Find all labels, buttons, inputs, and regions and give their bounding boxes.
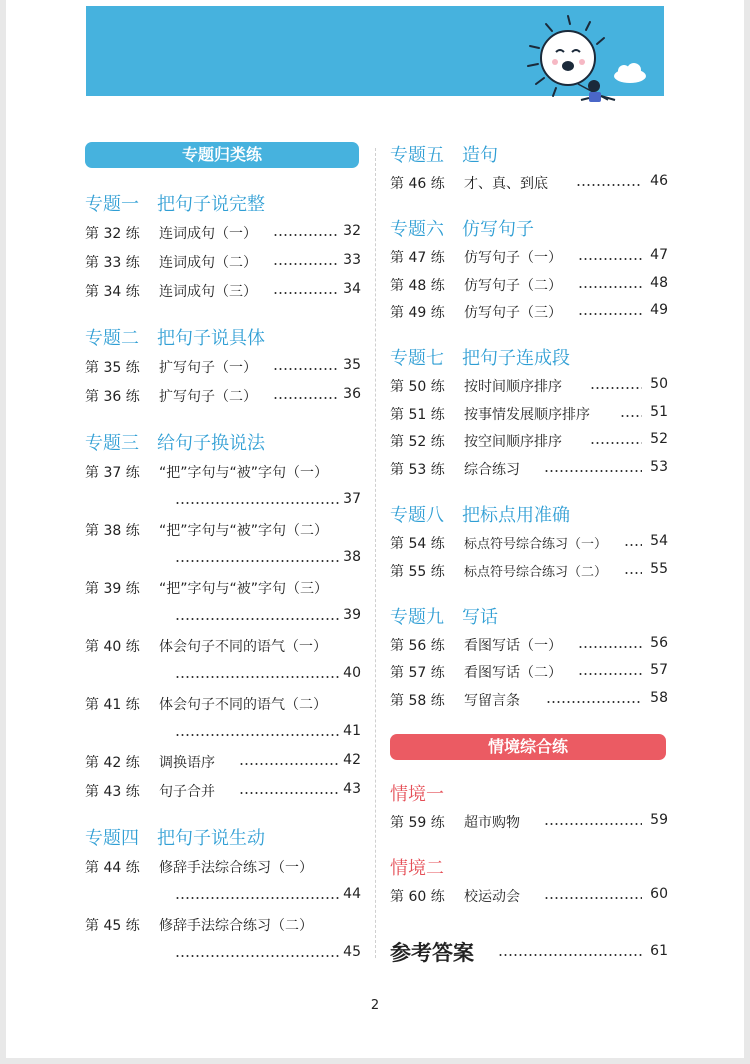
toc-row[interactable] [85,357,361,379]
section-heading [85,429,265,455]
section-subtitle: 把标点用准确 [462,505,570,526]
exercise-number: 第 59 练 [390,815,445,831]
toc-row[interactable] [390,376,668,398]
leader-dots [576,184,642,186]
answers-title: 参考答案 [390,941,474,965]
answers-entry[interactable] [390,937,668,967]
section-heading [85,324,265,350]
right-column [390,0,668,1064]
page-ref: 45 [343,944,361,960]
toc-row[interactable] [390,886,668,908]
exercise-number: 第 43 练 [85,784,140,800]
section-subtitle: 写话 [462,607,498,628]
page-ref: 33 [343,252,361,268]
section-pill-situation-practice: 情境综合练 [390,734,666,760]
exercise-number: 第 41 练 [85,697,140,713]
exercise-number: 第 42 练 [85,755,140,771]
leader-dots [590,387,642,389]
toc-row[interactable] [85,752,361,774]
section-subtitle: 造句 [462,145,498,166]
page-ref: 56 [650,635,668,651]
toc-row[interactable] [390,247,668,269]
toc-row[interactable] [390,302,668,324]
section-heading [390,344,570,370]
situation-heading: 情境一 [390,784,444,805]
page-ref: 47 [650,247,668,263]
exercise-title: 连词成句（二） [159,255,257,271]
toc-row[interactable] [85,462,361,484]
section-title: 专题三 [85,433,139,454]
exercise-number: 第 38 练 [85,523,140,539]
page-ref: 51 [650,404,668,420]
exercise-title: 仿写句子（二） [464,278,562,294]
leader-dots [624,544,642,546]
section-title: 专题四 [85,828,139,849]
toc-row[interactable] [85,386,361,408]
leader-dots [590,442,642,444]
leader-dots [578,258,642,260]
exercise-number: 第 52 练 [390,434,445,450]
page-ref: 46 [650,173,668,189]
leader-dots [624,572,642,574]
exercise-title: 句子合并 [159,784,215,800]
page-ref: 60 [650,886,668,902]
toc-row[interactable] [390,431,668,453]
page-ref: 40 [343,665,361,681]
leader-dots [273,292,339,294]
leader-dots [578,286,642,288]
page-ref: 53 [650,459,668,475]
leader-dots [273,368,339,370]
toc-row[interactable] [390,561,668,583]
section-heading [390,215,534,241]
exercise-number: 第 48 练 [390,278,445,294]
exercise-title: 修辞手法综合练习（一） [159,860,313,876]
exercise-title: “把”字句与“被”字句（一） [159,465,329,481]
exercise-number: 第 58 练 [390,693,445,709]
exercise-title: 才、真、到底 [464,176,548,192]
leader-dots [239,792,339,794]
exercise-title: 标点符号综合练习（二） [464,565,608,580]
exercise-number: 第 35 练 [85,360,140,376]
toc-row-continuation[interactable] [85,723,361,745]
page-ref: 48 [650,275,668,291]
page-ref: 36 [343,386,361,402]
exercise-title: 调换语序 [159,755,215,771]
page-ref: 43 [343,781,361,797]
toc-row[interactable] [390,662,668,684]
leader-dots [544,823,642,825]
toc-row[interactable] [390,690,668,712]
section-heading [390,501,570,527]
section-pill-topic-practice: 专题归类练 [85,142,359,168]
exercise-number: 第 32 练 [85,226,140,242]
toc-row-continuation[interactable] [85,886,361,908]
exercise-number: 第 45 练 [85,918,140,934]
section-heading [390,141,498,167]
page-ref: 50 [650,376,668,392]
section-heading [85,824,265,850]
exercise-number: 第 47 练 [390,250,445,266]
toc-row[interactable] [85,252,361,274]
section-title: 专题一 [85,194,139,215]
exercise-title: “把”字句与“被”字句（二） [159,523,329,539]
page-ref: 44 [343,886,361,902]
toc-row-continuation[interactable] [85,491,361,513]
exercise-title: 修辞手法综合练习（二） [159,918,313,934]
exercise-title: 综合练习 [464,462,520,478]
toc-row[interactable] [85,578,361,600]
leader-dots [546,701,642,703]
exercise-number: 第 44 练 [85,860,140,876]
exercise-title: 连词成句（一） [159,226,257,242]
left-column [85,0,361,1064]
exercise-number: 第 55 练 [390,564,445,580]
toc-row-continuation[interactable] [85,607,361,629]
exercise-number: 第 36 练 [85,389,140,405]
section-title: 专题七 [390,348,444,369]
leader-dots [239,763,339,765]
page-ref: 49 [650,302,668,318]
exercise-number: 第 37 练 [85,465,140,481]
exercise-number: 第 57 练 [390,665,445,681]
exercise-title: 校运动会 [464,889,520,905]
leader-dots [273,397,339,399]
leader-dots [578,646,642,648]
section-subtitle: 给句子换说法 [157,433,265,454]
exercise-number: 第 49 练 [390,305,445,321]
toc-row[interactable] [85,781,361,803]
leader-dots [175,955,339,957]
exercise-title: 看图写话（二） [464,665,562,681]
leader-dots [544,897,642,899]
section-subtitle: 把句子说生动 [157,828,265,849]
situation-heading: 情境二 [390,858,444,879]
page-ref: 41 [343,723,361,739]
exercise-number: 第 60 练 [390,889,445,905]
toc-row-continuation[interactable] [85,549,361,571]
page-ref: 34 [343,281,361,297]
page-ref: 58 [650,690,668,706]
exercise-title: 仿写句子（一） [464,250,562,266]
page-ref: 42 [343,752,361,768]
exercise-title: 看图写话（一） [464,638,562,654]
page-ref: 52 [650,431,668,447]
exercise-title: 超市购物 [464,815,520,831]
leader-dots [175,502,339,504]
section-subtitle: 把句子连成段 [462,348,570,369]
exercise-title: 按空间顺序排序 [464,434,562,450]
exercise-title: 标点符号综合练习（一） [464,537,608,552]
leader-dots [498,954,644,956]
section-subtitle: 把句子说完整 [157,194,265,215]
exercise-title: 体会句子不同的语气（二） [159,697,327,713]
section-title: 专题九 [390,607,444,628]
exercise-title: 按事情发展顺序排序 [464,407,590,423]
page-ref: 35 [343,357,361,373]
section-heading [85,190,265,216]
section-subtitle: 把句子说具体 [157,328,265,349]
exercise-number: 第 34 练 [85,284,140,300]
page-ref: 32 [343,223,361,239]
toc-row-continuation[interactable] [85,665,361,687]
exercise-title: “把”字句与“被”字句（三） [159,581,329,597]
toc-row[interactable] [85,281,361,303]
exercise-number: 第 50 练 [390,379,445,395]
exercise-number: 第 53 练 [390,462,445,478]
exercise-title: 扩写句子（二） [159,389,257,405]
page-ref: 38 [343,549,361,565]
exercise-number: 第 46 练 [390,176,445,192]
leader-dots [175,560,339,562]
toc-row-continuation[interactable] [85,944,361,966]
page-ref: 37 [343,491,361,507]
section-title: 专题五 [390,145,444,166]
exercise-title: 扩写句子（一） [159,360,257,376]
toc-row[interactable] [390,459,668,481]
exercise-title: 体会句子不同的语气（一） [159,639,327,655]
toc-row[interactable] [390,635,668,657]
section-title: 专题二 [85,328,139,349]
toc-row[interactable] [390,812,668,834]
column-divider [375,148,376,958]
exercise-title: 连词成句（三） [159,284,257,300]
toc-row[interactable] [85,857,361,879]
toc-row[interactable] [390,173,668,195]
leader-dots [273,263,339,265]
toc-row[interactable] [85,520,361,542]
section-subtitle: 仿写句子 [462,219,534,240]
toc-row[interactable] [390,404,668,426]
exercise-title: 按时间顺序排序 [464,379,562,395]
exercise-number: 第 39 练 [85,581,140,597]
exercise-number: 第 56 练 [390,638,445,654]
toc-row[interactable] [85,636,361,658]
leader-dots [175,676,339,678]
exercise-number: 第 54 练 [390,536,445,552]
toc-row[interactable] [390,533,668,555]
leader-dots [273,234,339,236]
leader-dots [544,470,642,472]
exercise-number: 第 51 练 [390,407,445,423]
leader-dots [175,734,339,736]
section-title: 专题六 [390,219,444,240]
section-title: 专题八 [390,505,444,526]
page-number: 2 [370,998,380,1013]
leader-dots [175,897,339,899]
page-ref: 59 [650,812,668,828]
exercise-number: 第 40 练 [85,639,140,655]
leader-dots [578,313,642,315]
exercise-number: 第 33 练 [85,255,140,271]
exercise-title: 仿写句子（三） [464,305,562,321]
page-ref: 55 [650,561,668,577]
toc-row[interactable] [85,915,361,937]
leader-dots [620,415,642,417]
page-ref: 61 [650,943,668,959]
page-ref: 54 [650,533,668,549]
page-ref: 57 [650,662,668,678]
section-heading [390,603,498,629]
toc-row[interactable] [390,275,668,297]
leader-dots [175,618,339,620]
page-ref: 39 [343,607,361,623]
leader-dots [578,673,642,675]
toc-row[interactable] [85,694,361,716]
toc-row[interactable] [85,223,361,245]
exercise-title: 写留言条 [464,693,520,709]
